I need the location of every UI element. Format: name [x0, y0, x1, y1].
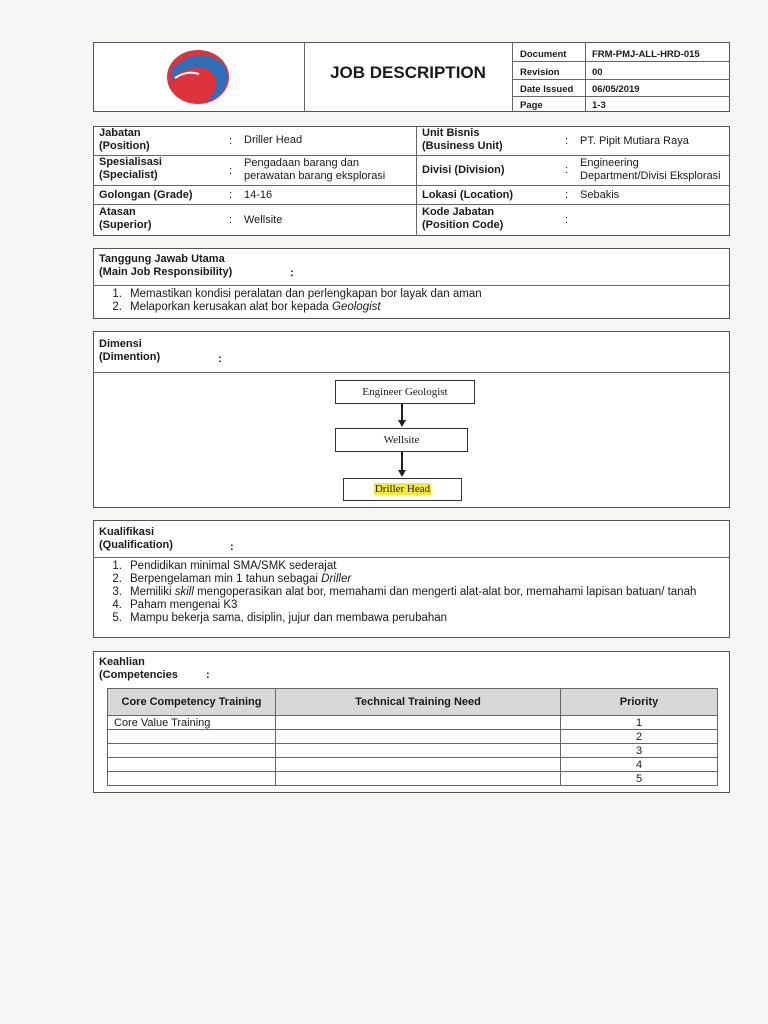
- responsibility-list: [100, 288, 720, 314]
- table-row: 3: [108, 744, 718, 758]
- superior-label: Atasan (Superior): [99, 206, 152, 231]
- list-item: 1. Pendidikan minimal SMA/SMK sederajat: [112, 560, 337, 572]
- list-item: 1. Memastikan kondisi peralatan dan perlengkapan bor layak dan aman: [112, 288, 482, 300]
- competency-table: [107, 688, 718, 786]
- position-label: Jabatan (Position): [99, 127, 150, 152]
- list-item: 2. Melaporkan kerusakan alat bor kepada Geologist: [112, 301, 381, 313]
- division-label: Divisi (Division): [422, 164, 505, 176]
- org-box-wellsite: Wellsite: [335, 428, 468, 452]
- qualification-title: Kualifikasi (Qualification): [99, 526, 173, 551]
- doc-label-document: Document: [520, 49, 567, 60]
- table-row: 2: [108, 730, 718, 744]
- location-value: Sebakis: [580, 189, 620, 201]
- company-logo: [165, 48, 231, 106]
- business-unit-value: PT. Pipit Mutiara Raya: [580, 135, 689, 147]
- list-item: 2. Berpengelaman min 1 tahun sebagai Driller: [112, 573, 352, 585]
- table-row: Core Value Training 1: [108, 716, 718, 730]
- division-value: Engineering Department/Divisi Eksplorasi: [580, 157, 721, 182]
- position-value: Driller Head: [244, 134, 303, 146]
- table-row: 4: [108, 758, 718, 772]
- doc-label-page: Page: [520, 100, 543, 111]
- specialist-label: Spesialisasi (Specialist): [99, 156, 162, 181]
- column-header: Technical Training Need: [276, 689, 561, 716]
- org-box-driller-head: [343, 478, 462, 501]
- table-row: 5: [108, 772, 718, 786]
- doc-value-revision: 00: [592, 67, 603, 78]
- column-header: Core Competency Training: [108, 689, 276, 716]
- column-header: Priority: [561, 689, 718, 716]
- responsibility-title: Tanggung Jawab Utama (Main Job Responsibility): [99, 253, 233, 278]
- page-title: JOB DESCRIPTION: [330, 63, 486, 82]
- list-item: 5. Mampu bekerja sama, disiplin, jujur dan membawa perubahan: [112, 612, 448, 624]
- dimension-title: Dimensi (Dimention): [99, 338, 161, 363]
- position-code-label: Kode Jabatan (Position Code): [422, 206, 504, 231]
- doc-value-page: 1-3: [592, 100, 606, 111]
- doc-value-date: 06/05/2019: [592, 84, 640, 95]
- qualification-list: [100, 560, 726, 625]
- location-label: Lokasi (Location): [422, 189, 514, 201]
- grade-value: 14-16: [244, 189, 273, 201]
- superior-value: Wellsite: [244, 214, 283, 226]
- doc-label-date: Date Issued: [520, 84, 574, 95]
- specialist-value: Pengadaan barang dan perawatan barang eksplorasi: [244, 157, 386, 182]
- list-item: 4. Paham mengenai K3: [112, 599, 238, 611]
- competencies-title: Keahlian (Competencies: [99, 656, 178, 681]
- doc-label-revision: Revision: [520, 67, 560, 78]
- grade-label: Golongan (Grade): [99, 189, 193, 201]
- doc-value-document: FRM-PMJ-ALL-HRD-015: [592, 49, 700, 60]
- org-box-engineer-geologist: Engineer Geologist: [335, 380, 475, 404]
- highlighted-label: Driller Head: [374, 483, 431, 495]
- business-unit-label: Unit Bisnis (Business Unit): [422, 127, 503, 152]
- list-item: 3. Memiliki skill mengoperasikan alat bor, memahami dan mengerti alat-alat bor, memahami lapisan batuan/ tanah: [112, 586, 697, 598]
